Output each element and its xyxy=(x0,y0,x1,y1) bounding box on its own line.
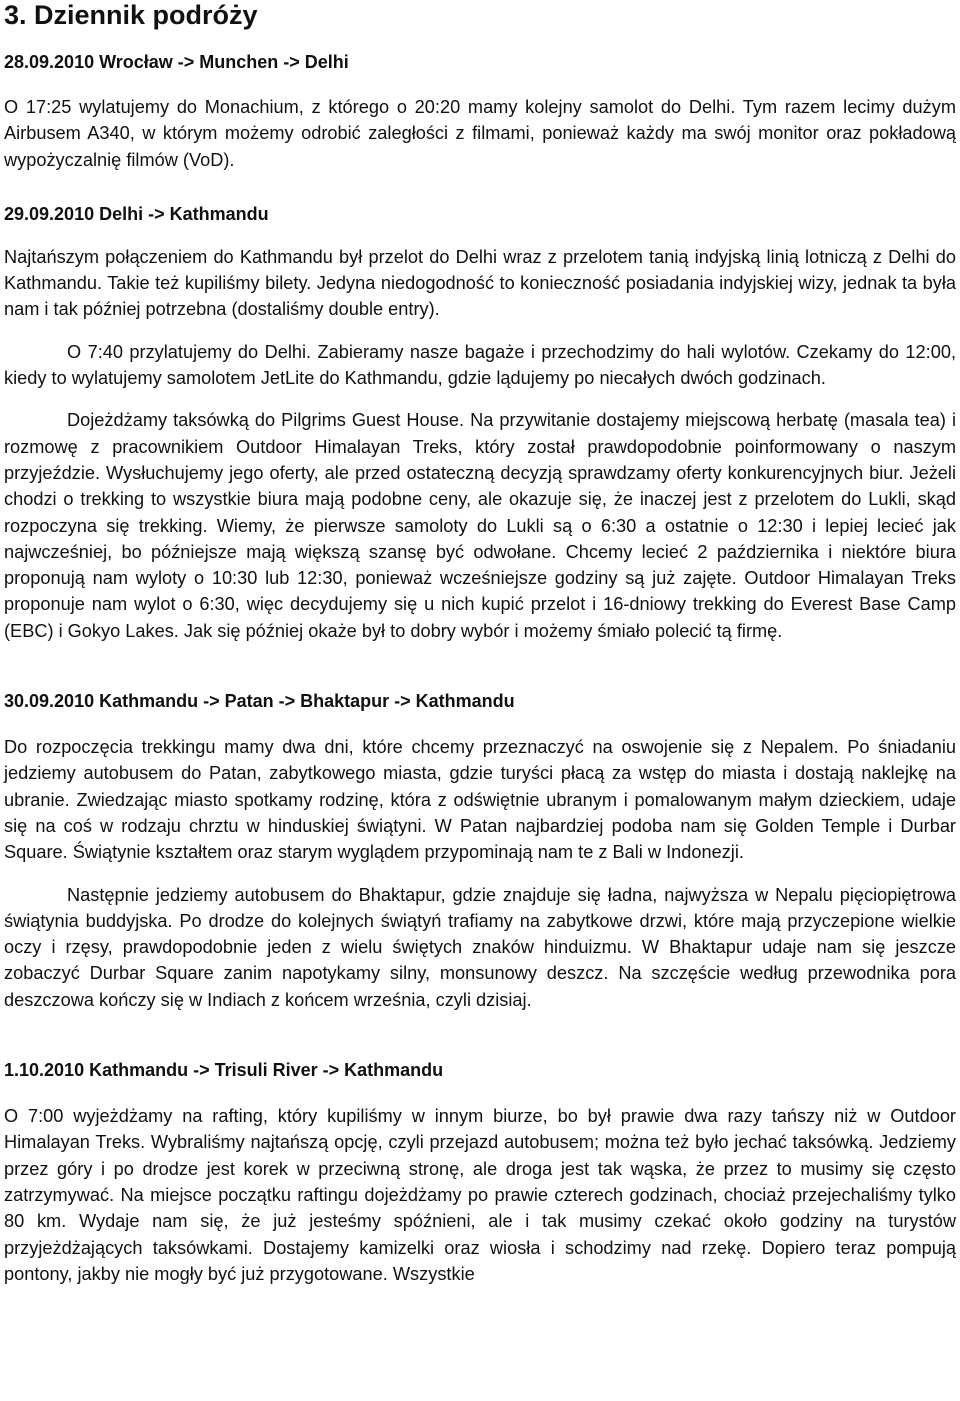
entry-paragraph: Najtańszym połączeniem do Kathmandu był przelot do Delhi wraz z przelotem tanią indyjską linią lotniczą z Delhi do Kathmandu. Takie też kupiliśmy bilety. Jedyna niedogodność to konieczność posiadania indyjskiej wizy, jednak ta była nam i tak później potrzebna (dostaliśmy double entry). xyxy=(4,246,956,320)
document-page xyxy=(4,0,956,1287)
entry-paragraph: O 7:00 wyjeżdżamy na rafting, który kupiliśmy w innym biurze, bo był prawie dwa razy tańszy niż w Outdoor Himalayan Treks. Wybraliśmy najtańszą opcję, czyli przejazd autobusem; można też było jechać taksówką. Jedziemy przez góry i po drodze jest korek w przeciwną stronę, ale droga jest tak wąska, że przez to musimy się często zatrzymywać. Na miejsce początku raftingu dojeżdżamy po prawie czterech godzinach, chociaż przejechaliśmy tylko 80 km. Wydaje nam się, że już jesteśmy spóźnieni, ale i tak musimy czekać około godziny na turystów przyjeżdżających taksówkami. Dostajemy kamizelki oraz wiosła i schodzimy nad rzekę. Dopiero teraz pompują pontony, jakby nie mogły być już przygotowane. Wszystkie xyxy=(4,1106,956,1284)
entry-title: 30.09.2010 Kathmandu -> Patan -> Bhaktapur -> Kathmandu xyxy=(4,691,515,712)
entry-paragraph: Do rozpoczęcia trekkingu mamy dwa dni, które chcemy przeznaczyć na oswojenie się z Nepalem. Po śniadaniu jedziemy autobusem do Patan, zabytkowego miasta, gdzie turyści płacą za wstęp do miasta i dostają naklejkę na ubranie. Zwiedzając miasto spotkamy rodzinę, która z odświętnie ubranym i pomalowanym małym dzieckiem, udaje się na coś w rodzaju chrztu w hinduskiej świątyni. W Patan najbardziej podoba nam się Golden Temple i Durbar Square. Świątynie kształtem oraz starym wyglądem przypominają nam te z Bali w Indonezji. xyxy=(4,737,956,863)
entry-title: 1.10.2010 Kathmandu -> Trisuli River -> Kathmandu xyxy=(4,1060,444,1081)
diary-entry xyxy=(4,688,956,1013)
entry-title: 28.09.2010 Wrocław -> Munchen -> Delhi xyxy=(4,52,349,72)
diary-entry xyxy=(4,1057,956,1287)
entry-paragraph: O 7:40 przylatujemy do Delhi. Zabieramy nasze bagaże i przechodzimy do hali wylotów. Czekamy do 12:00, kiedy to wylatujemy samolotem JetLite do Kathmandu, gdzie lądujemy po niecałych dwóch godzinach. xyxy=(4,341,956,389)
entry-paragraph: Następnie jedziemy autobusem do Bhaktapur, gdzie znajduje się ładna, najwyższa w Nepalu pięciopiętrowa świątynia buddyjska. Po drodze do kolejnych świątyń trafiamy na zabytkowe drzwi, które mają przyczepione wielkie oczy i rzęsy, prawdopodobnie jeden z wielu świętych znaków hinduizmu. W Bhaktapur udaje nam się jeszcze zobaczyć Durbar Square zanim napotykamy silny, monsunowy deszcz. Na szczęście według przewodnika pora deszczowa kończy się w Indiach z końcem września, czyli dzisiaj. xyxy=(4,884,956,1010)
diary-entry xyxy=(4,49,956,173)
entry-paragraph: Dojeżdżamy taksówką do Pilgrims Guest House. Na przywitanie dostajemy miejscową herbatę (masala tea) i rozmowę z pracownikiem Outdoor Himalayan Treks, który został prawdopodobnie poinformowany o naszym przyjeździe. Wysłuchujemy jego oferty, ale przed ostateczną decyzją sprawdzamy oferty konkurencyjnych biur. Jeżeli chodzi o trekking to wszystkie biura mają podobne ceny, ale okazuje się, że inaczej jest z przelotem do Lukli, skąd rozpoczyna się trekking. Wiemy, że pierwsze samoloty do Lukli są o 6:30 a ostatnie o 12:30 i lepiej lecieć jak najwcześniej, bo późniejsze mają większą szansę być odwołane. Chcemy lecieć 2 października i niektóre biura proponują nam wyloty o 10:30 lub 12:30, ponieważ wcześniejsze godziny są już zajęte. Outdoor Himalayan Treks proponuje nam wylot o 6:30, więc decydujemy się u nich kupić przelot i 16-dniowy trekking do Everest Base Camp (EBC) i Gokyo Lakes. Jak się później okaże był to dobry wybór i możemy śmiało polecić tą firmę. xyxy=(4,410,956,641)
diary-entry xyxy=(4,201,956,644)
entry-paragraph: O 17:25 wylatujemy do Monachium, z którego o 20:20 mamy kolejny samolot do Delhi. Tym razem lecimy dużym Airbusem A340, w którym możemy odrobić zaległości z filmami, ponieważ każdy ma swój monitor oraz pokładową wypożyczalnię filmów (VoD). xyxy=(4,97,956,170)
entry-title: 29.09.2010 Delhi -> Kathmandu xyxy=(4,203,269,224)
chapter-title: 3. Dziennik podróży xyxy=(4,0,258,30)
